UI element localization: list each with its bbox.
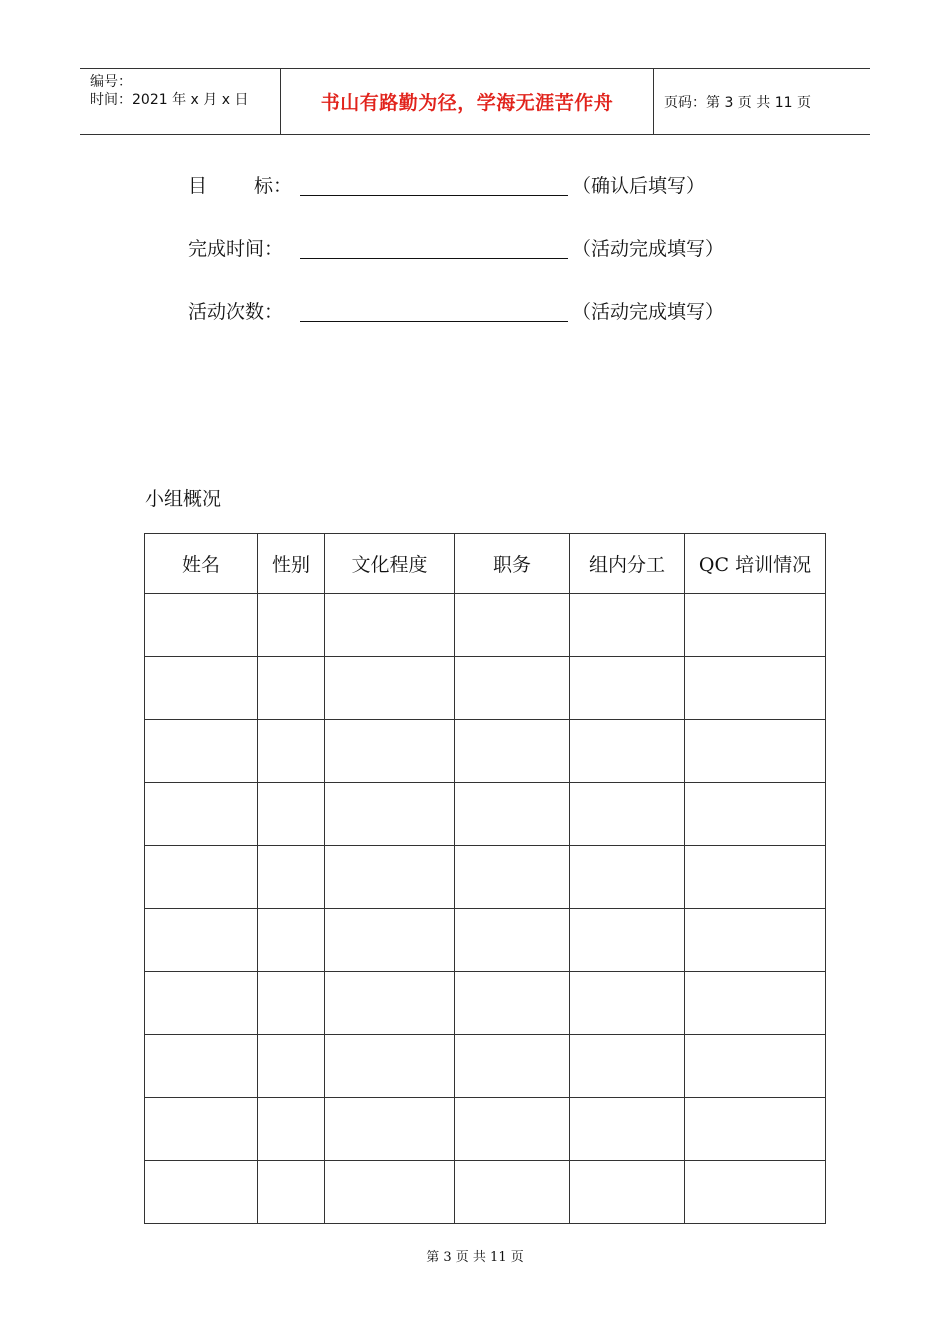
table-cell[interactable] <box>685 594 826 657</box>
completion-time-note: （活动完成填写） <box>572 238 725 260</box>
table-cell[interactable] <box>455 1161 570 1224</box>
document-number-label: 编号： <box>90 74 132 90</box>
table-cell[interactable] <box>325 783 455 846</box>
table-cell[interactable] <box>685 846 826 909</box>
table-cell[interactable] <box>258 909 325 972</box>
table-row <box>145 1035 826 1098</box>
table-cell[interactable] <box>258 1098 325 1161</box>
table-cell[interactable] <box>455 783 570 846</box>
table-cell[interactable] <box>258 1035 325 1098</box>
column-header: 职务 <box>455 534 570 594</box>
group-members-table <box>144 533 826 1224</box>
table-cell[interactable] <box>145 972 258 1035</box>
column-header: 性别 <box>258 534 325 594</box>
column-header: QC 培训情况 <box>685 534 826 594</box>
column-header: 文化程度 <box>325 534 455 594</box>
table-cell[interactable] <box>145 909 258 972</box>
table-cell[interactable] <box>145 1161 258 1224</box>
table-cell[interactable] <box>685 909 826 972</box>
table-cell[interactable] <box>570 909 685 972</box>
table-row <box>145 720 826 783</box>
table-cell[interactable] <box>258 846 325 909</box>
table-row <box>145 1161 826 1224</box>
table-cell[interactable] <box>570 1161 685 1224</box>
table-cell[interactable] <box>325 1035 455 1098</box>
table-row <box>145 1098 826 1161</box>
table-cell[interactable] <box>570 657 685 720</box>
table-cell[interactable] <box>145 1098 258 1161</box>
table-cell[interactable] <box>570 594 685 657</box>
table-row <box>145 909 826 972</box>
activity-count-label: 活动次数： <box>188 301 284 323</box>
table-cell[interactable] <box>145 846 258 909</box>
table-cell[interactable] <box>685 657 826 720</box>
table-cell[interactable] <box>325 1161 455 1224</box>
table-cell[interactable] <box>258 720 325 783</box>
table-cell[interactable] <box>325 657 455 720</box>
table-cell[interactable] <box>325 846 455 909</box>
page-header <box>80 68 870 135</box>
table-cell[interactable] <box>685 1161 826 1224</box>
table-cell[interactable] <box>455 846 570 909</box>
table-row <box>145 657 826 720</box>
table-cell[interactable] <box>258 594 325 657</box>
target-input-line[interactable] <box>300 173 568 196</box>
table-header-row <box>145 534 826 594</box>
header-page-info: 页码：第 3 页 共 11 页 <box>664 94 811 111</box>
column-header: 组内分工 <box>570 534 685 594</box>
table-cell[interactable] <box>455 594 570 657</box>
table-cell[interactable] <box>145 720 258 783</box>
table-cell[interactable] <box>685 1098 826 1161</box>
document-date: 时间：2021 年 x 月 x 日 <box>90 92 249 108</box>
table-cell[interactable] <box>258 972 325 1035</box>
table-cell[interactable] <box>145 594 258 657</box>
table-cell[interactable] <box>455 720 570 783</box>
completion-time-input-line[interactable] <box>300 236 568 259</box>
table-cell[interactable] <box>685 783 826 846</box>
table-cell[interactable] <box>325 594 455 657</box>
table-cell[interactable] <box>325 1098 455 1161</box>
table-cell[interactable] <box>455 1035 570 1098</box>
table-cell[interactable] <box>258 783 325 846</box>
activity-count-field <box>188 294 724 324</box>
table-cell[interactable] <box>258 1161 325 1224</box>
section-title: 小组概况 <box>145 488 222 510</box>
table-cell[interactable] <box>570 1098 685 1161</box>
table-cell[interactable] <box>455 909 570 972</box>
table-cell[interactable] <box>325 972 455 1035</box>
table-cell[interactable] <box>685 720 826 783</box>
table-cell[interactable] <box>258 657 325 720</box>
table-cell[interactable] <box>570 846 685 909</box>
table-cell[interactable] <box>145 783 258 846</box>
table-cell[interactable] <box>145 1035 258 1098</box>
table-cell[interactable] <box>570 720 685 783</box>
column-header: 姓名 <box>145 534 258 594</box>
table-cell[interactable] <box>570 1035 685 1098</box>
table-cell[interactable] <box>325 909 455 972</box>
page-footer: 第 3 页 共 11 页 <box>426 1250 524 1265</box>
table-cell[interactable] <box>685 972 826 1035</box>
table-body <box>145 594 826 1224</box>
table-cell[interactable] <box>455 1098 570 1161</box>
target-note: （确认后填写） <box>572 175 706 197</box>
completion-time-field <box>188 231 724 261</box>
table-cell[interactable] <box>455 972 570 1035</box>
table-row <box>145 972 826 1035</box>
table-cell[interactable] <box>145 657 258 720</box>
activity-count-note: （活动完成填写） <box>572 301 725 323</box>
table-cell[interactable] <box>455 657 570 720</box>
table-row <box>145 846 826 909</box>
header-motto: 书山有路勤为径，学海无涯苦作舟 <box>281 69 654 134</box>
activity-count-input-line[interactable] <box>300 299 568 322</box>
table-row <box>145 594 826 657</box>
table-cell[interactable] <box>570 783 685 846</box>
table-row <box>145 783 826 846</box>
completion-time-label: 完成时间： <box>188 238 284 260</box>
target-label: 目 标： <box>188 175 292 197</box>
target-field <box>188 168 705 198</box>
header-meta <box>80 69 281 134</box>
table-cell[interactable] <box>570 972 685 1035</box>
table-cell[interactable] <box>325 720 455 783</box>
table-cell[interactable] <box>685 1035 826 1098</box>
